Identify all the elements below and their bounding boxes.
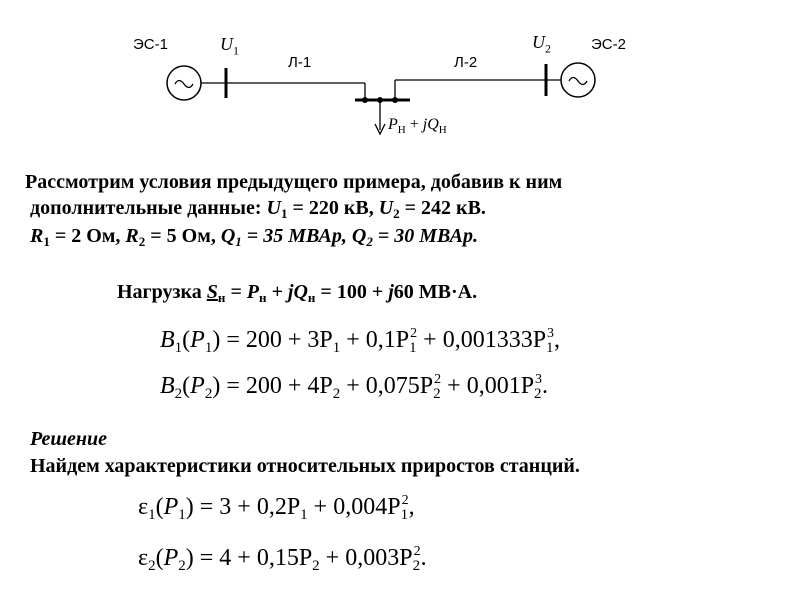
station-1-label: ЭС-1 [133, 36, 168, 53]
load-line: Нагрузка $S_н = P_н + jQ_н = 100 + j60$ МВ·А. [117, 281, 478, 305]
solution-heading: Решение [30, 428, 108, 450]
line-2-label: Л-2 [454, 54, 478, 71]
equation-b2: $B_2(P_2) = 200 + 4P_2 + 0,075P^2$ $_2 + 0,001P^3$ $_2$. [160, 372, 549, 403]
text-line-3: $R_1 = 2$ Ом, $R_2 = 5$ Ом, $Q_1 = 35$ МВАр, $Q_2 = 30$ МВАр. [30, 225, 478, 249]
find-characteristics-text: Найдем характеристики относительных приростов станций. [30, 455, 580, 477]
load-bus-node [392, 97, 398, 103]
load-label: $P_Н + jQ_Н$ [388, 116, 447, 137]
equation-e2: $\varepsilon_2(P_2) = 4 + 0,15P_2 + 0,003P^2$ $_2$. [138, 544, 427, 575]
u2-label: $U_2$ [532, 32, 551, 56]
generator-1-tilde [175, 81, 193, 88]
u1-label: $U_1$ [220, 34, 239, 58]
load-bus-node [362, 97, 368, 103]
text-line-2: дополнительные данные: $U_1 = 220$ кВ, $U_2 = 242$ кВ. [30, 197, 486, 221]
station-2-label: ЭС-2 [591, 36, 626, 53]
equation-e1: $\varepsilon_1(P_1) = 3 + 0,2P_1 + 0,004P^2$ $_1$, [138, 493, 415, 524]
text-line-1: Рассмотрим условия предыдущего примера, добавив к ним [25, 171, 563, 193]
generator-2-tilde [569, 78, 587, 85]
line-1-label: Л-1 [288, 54, 312, 71]
equation-b1: $B_1(P_1) = 200 + 3P_1 + 0,1P^2$ $_1 + 0,001333P^3$ $_1$, [160, 326, 561, 357]
